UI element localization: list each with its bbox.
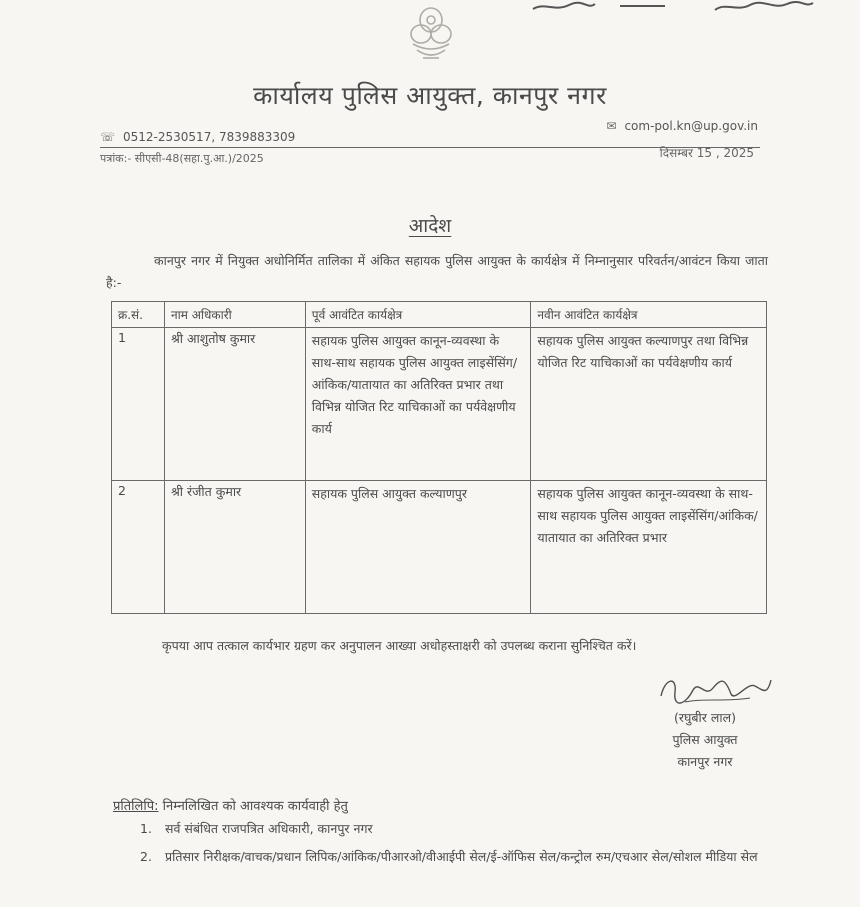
header-serial: क्र.सं.: [112, 302, 165, 328]
state-emblem-icon: [403, 0, 459, 66]
copy-to-purpose: निम्नलिखित को आवश्यक कार्यवाही हेतु: [158, 799, 348, 814]
reference-number: पत्रांक:- सीएसी-48(सहा.पु.आ.)/2025: [100, 152, 264, 165]
intro-paragraph: कानपुर नगर में नियुक्त अधोनिर्मित तालिका में अंकित सहायक पुलिस आयुक्त के कार्यक्षेत्र में निम्नानुसार परिवर्तन/आवंटन किया जाता है:-: [106, 253, 768, 290]
signature: [655, 672, 775, 710]
cell-serial: 2: [112, 481, 165, 614]
list-item-number: 1.: [140, 821, 152, 836]
assignment-table: [111, 301, 767, 614]
table-row: [112, 481, 767, 614]
copy-to-list: [140, 818, 780, 874]
cell-previous-area: सहायक पुलिस आयुक्त कल्याणपुर: [305, 481, 531, 614]
cell-serial: 1: [112, 328, 165, 481]
list-item: [140, 818, 780, 840]
handwritten-note-top: [525, 0, 815, 14]
list-item: [140, 846, 780, 868]
phone-number: [100, 130, 295, 144]
cell-officer-name: श्री आशुतोष कुमार: [164, 328, 305, 481]
order-date: दिसम्बर 15 , 2025: [659, 146, 754, 160]
email-text: com-pol.kn@up.gov.in: [624, 119, 758, 133]
signatory-location: कानपुर नगर: [677, 754, 733, 769]
signatory-designation: पुलिस आयुक्त: [672, 732, 738, 747]
request-paragraph: कृपया आप तत्काल कार्यभार ग्रहण कर अनुपालन आख्या अधोहस्ताक्षरी को उपलब्ध कराना सुनिश्चित करें।: [162, 638, 637, 653]
cell-new-area: सहायक पुलिस आयुक्त कल्याणपुर तथा विभिन्न योजित रिट याचिकाओं का पर्यवेक्षणीय कार्य: [531, 328, 767, 481]
list-item-text: प्रतिसार निरीक्षक/वाचक/प्रधान लिपिक/आंकिक/पीआरओ/वीआईपी सेल/ई-ऑफिस सेल/कन्ट्रोल रुम/एचआर सेल/सोशल मीडिया सेल: [165, 849, 758, 864]
cell-officer-name: श्री रंजीत कुमार: [164, 481, 305, 614]
header-officer-name: नाम अधिकारी: [164, 302, 305, 328]
order-heading-text: आदेश: [408, 215, 452, 237]
email-address: [606, 119, 758, 133]
table-row: [112, 328, 767, 481]
email-icon: ✉: [606, 119, 617, 133]
office-title: कार्यालय पुलिस आयुक्त, कानपुर नगर: [253, 81, 607, 110]
list-item-number: 2.: [140, 849, 152, 864]
order-heading: [0, 212, 860, 238]
table-header-row: [112, 302, 767, 328]
copy-to-heading: [113, 796, 348, 814]
phone-icon: ☏: [100, 130, 116, 144]
signatory-block: [650, 707, 760, 773]
header-new-area: नवीन आवंटित कार्यक्षेत्र: [531, 302, 767, 328]
list-item-text: सर्व संबंधित राजपत्रित अधिकारी, कानपुर नगर: [165, 821, 373, 836]
signatory-name: (रघुबीर लाल): [674, 710, 736, 725]
copy-to-label: प्रतिलिपि:: [113, 799, 159, 814]
phone-text: 0512-2530517, 7839883309: [123, 130, 296, 144]
header-previous-area: पूर्व आवंटित कार्यक्षेत्र: [305, 302, 531, 328]
cell-previous-area: सहायक पुलिस आयुक्त कानून-व्यवस्था के साथ-साथ सहायक पुलिस आयुक्त लाइसेंसिंग/आंकिक/यातायात का अतिरिक्त प्रभार तथा विभिन्न योजित रिट याचिकाओं का पर्यवेक्षणीय कार्य: [305, 328, 531, 481]
cell-new-area: सहायक पुलिस आयुक्त कानून-व्यवस्था के साथ-साथ सहायक पुलिस आयुक्त लाइसेंसिंग/आंकिक/यातायात का अतिरिक्त प्रभार: [531, 481, 767, 614]
